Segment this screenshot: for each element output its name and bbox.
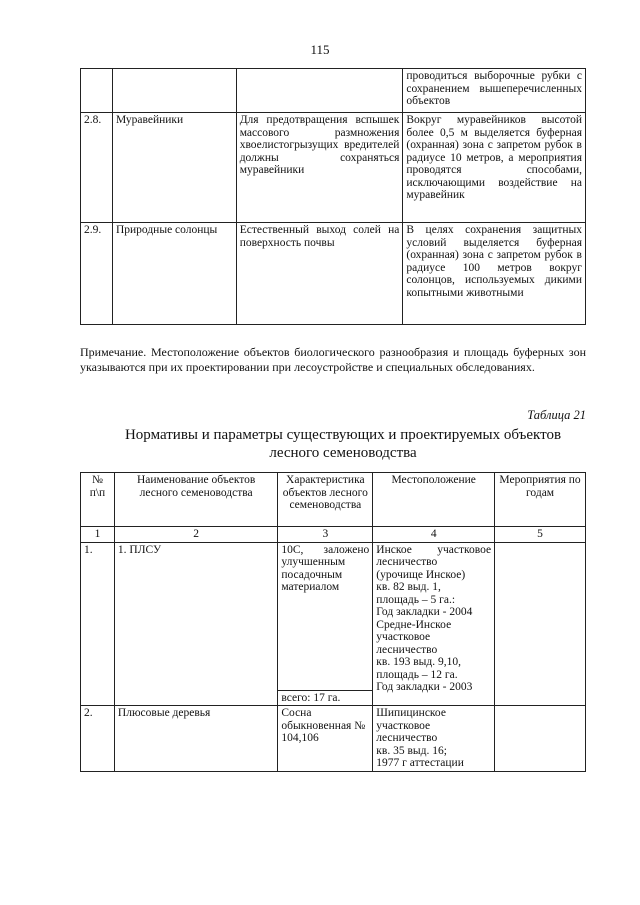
location-line: Год закладки - 2003: [376, 681, 473, 693]
location-line: Средне-Инское участковое лесничество: [376, 618, 452, 656]
object-location: [373, 542, 495, 706]
column-number: 4: [373, 527, 495, 543]
object-description: Для предотвращения вспышек массового размножения хвоелистогрызущих вредителей должны сохраняться муравейники: [236, 113, 403, 223]
location-line: кв. 35 выд. 16;: [376, 744, 447, 757]
column-number-row: [81, 527, 586, 543]
table-title: [80, 426, 606, 462]
table-row: [81, 69, 586, 113]
object-measures: В целях сохранения защитных условий выделяется буферная (охранная) зона с запретом рубок в радиусе 100 метров вокруг солонцов, используемых дикими копытными животными: [403, 223, 586, 325]
row-number: 2.9.: [81, 223, 113, 325]
header-cell: № п\п: [81, 473, 115, 527]
table-row: [81, 223, 586, 325]
object-name: 1. ПЛСУ: [114, 542, 277, 706]
row-number: [81, 69, 113, 113]
object-name: Муравейники: [112, 113, 236, 223]
page-number: 115: [310, 42, 330, 57]
yearly-measures: [495, 706, 586, 772]
table-title-line: Нормативы и параметры существующих и проектируемых объектов: [124, 427, 562, 443]
row-number: 1.: [81, 542, 115, 706]
object-name: Природные солонцы: [112, 223, 236, 325]
column-number: 5: [495, 527, 586, 543]
location-line: (урочище Инское): [376, 568, 466, 581]
column-number: 2: [114, 527, 277, 543]
column-number: 1: [81, 527, 115, 543]
header-cell: Характеристика объектов лесного семеноводства: [278, 473, 373, 527]
location-line: Год закладки - 2004: [376, 606, 473, 618]
note-paragraph: Примечание. Местоположение объектов биологического разнообразия и площадь буферных зон указываются при их проектировании при лесоустройстве и специальных обследованиях.: [80, 345, 586, 374]
header-cell: Местоположение: [373, 473, 495, 527]
location-line: площадь – 12 га.: [376, 668, 458, 681]
table-row: [81, 706, 586, 772]
location-line: Инское участковое лесничество: [376, 543, 492, 568]
column-number: 3: [278, 527, 373, 543]
seed-objects-table: [80, 472, 586, 772]
table-row: [81, 113, 586, 223]
header-cell: Мероприятия по годам: [495, 473, 586, 527]
object-characteristic: 10С, заложено улучшенным посадочным материалом: [278, 542, 373, 690]
table-label: Таблица 21: [527, 408, 586, 422]
header-row: [81, 473, 586, 527]
location-line: кв. 82 выд. 1,: [376, 581, 441, 593]
location-line: кв. 193 выд. 9,10,: [376, 656, 461, 668]
header-cell: Наименование объектов лесного семеноводства: [114, 473, 277, 527]
biodiversity-table: [80, 68, 586, 325]
object-measures: Вокруг муравейников высотой более 0,5 м выделяется буферная (охранная) зона с запретом рубок в радиусе 10 метров, а мероприятия проводятся способами, исключающими воздействие на муравейник: [403, 113, 586, 223]
row-number: 2.8.: [81, 113, 113, 223]
object-characteristic: Сосна обыкновенная № 104,106: [278, 706, 373, 772]
object-description: [236, 69, 403, 113]
total-area: всего: 17 га.: [278, 690, 373, 706]
object-name: [112, 69, 236, 113]
location-line: 1977 г аттестации: [376, 757, 464, 769]
location-line: Шипицинское участковое лесничество: [376, 707, 446, 744]
object-description: Естественный выход солей на поверхность почвы: [236, 223, 403, 325]
table-title-line: лесного семеноводства: [269, 445, 417, 461]
object-name: Плюсовые деревья: [114, 706, 277, 772]
row-number: 2.: [81, 706, 115, 772]
location-line: площадь – 5 га.:: [376, 593, 456, 606]
table-row: [81, 542, 586, 690]
yearly-measures: [495, 542, 586, 706]
object-location: [373, 706, 495, 772]
object-measures: проводиться выборочные рубки с сохранением вышеперечисленных объектов: [403, 69, 586, 113]
